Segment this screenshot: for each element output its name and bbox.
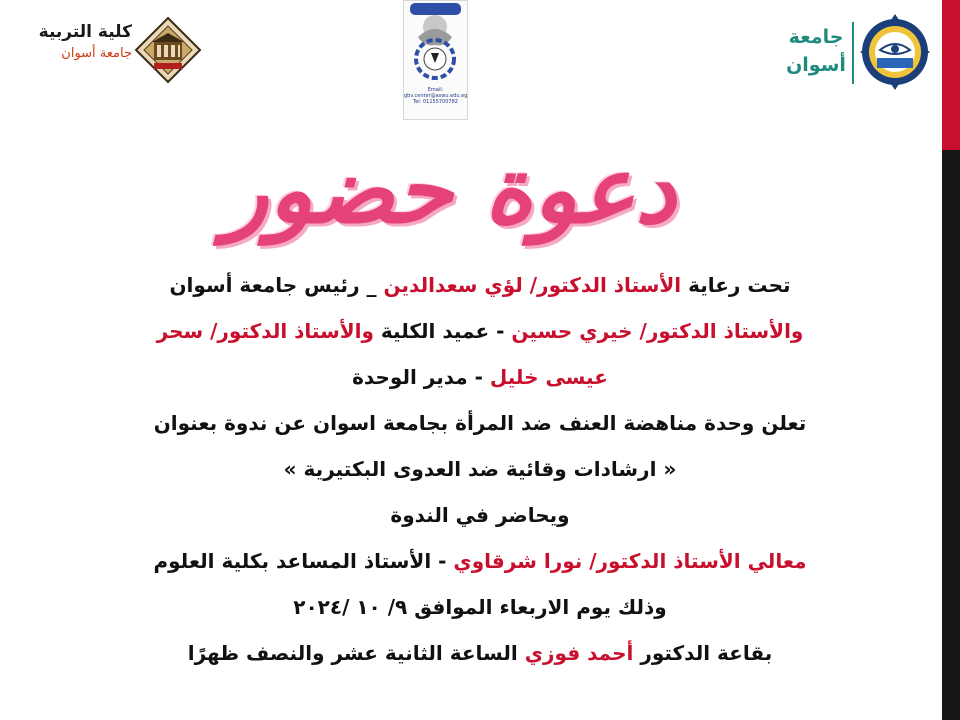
invitation-headline: دعوة حضور <box>223 136 677 244</box>
director-line <box>40 354 920 400</box>
director-title: - مدير الوحدة <box>352 365 490 389</box>
president-title: _ رئيس جامعة أسوان <box>169 273 384 297</box>
right-edge-accent <box>942 0 960 150</box>
aswan-logo-line1: جامعة <box>788 26 844 48</box>
faculty-building-emblem-icon <box>134 16 202 84</box>
aswan-logo-text <box>786 26 846 76</box>
aswan-logo-line2: أسوان <box>786 54 846 76</box>
lecturer-title: - الأستاذ المساعد بكلية العلوم <box>153 549 454 573</box>
faculty-logo <box>28 16 228 88</box>
event-date: وذلك يوم الاربعاء الموافق ٩/ ١٠ /٢٠٢٤ <box>293 595 667 619</box>
aswan-university-logo <box>786 12 936 96</box>
president-name: الأستاذ الدكتور/ لؤي سعدالدين <box>383 273 682 297</box>
venue-hall-name: أحمد فوزي <box>524 641 634 665</box>
announcement-body <box>40 262 920 676</box>
violence-unit-logo <box>403 0 468 120</box>
aswan-university-gear-eye-icon <box>858 12 932 92</box>
unit-contact-email: Email: gbv.center@aswu.edu.eg <box>404 87 468 99</box>
venue-prefix: بقاعة الدكتور <box>633 641 773 665</box>
announcement-line: تعلن وحدة مناهضة العنف ضد المرأة بجامعة اسوان عن ندوة بعنوان <box>153 411 807 435</box>
faculty-logo-text <box>28 22 132 61</box>
lecturer-name: معالي الأستاذ الدكتور/ نورا شرقاوي <box>453 549 807 573</box>
anti-violence-unit-poster-icon <box>404 1 467 85</box>
faculty-university: جامعة أسوان <box>61 46 132 61</box>
patronage-line <box>40 262 920 308</box>
patronage-prefix: تحت رعاية <box>681 273 791 297</box>
seminar-title: « ارشادات وقائية ضد العدوى البكتيرية » <box>283 457 677 481</box>
dean-title: - عميد الكلية <box>373 319 512 343</box>
dean-name: والأستاذ الدكتور/ خيري حسين <box>511 319 804 343</box>
dean-line <box>40 308 920 354</box>
faculty-name: كلية التربية <box>38 22 132 42</box>
aswan-logo-divider <box>852 22 854 84</box>
unit-contact-info <box>404 87 467 105</box>
unit-contact-phone: Tel: 01155700782 <box>413 99 458 105</box>
director-name-part1: والأستاذ الدكتور/ سحر <box>156 319 374 343</box>
event-time: الساعة الثانية عشر والنصف ظهرًا <box>187 641 525 665</box>
director-name-part2: عيسى خليل <box>489 365 608 389</box>
lecturer-intro: ويحاضر في الندوة <box>390 503 570 527</box>
venue-line <box>40 630 920 676</box>
lecturer-line <box>40 538 920 584</box>
